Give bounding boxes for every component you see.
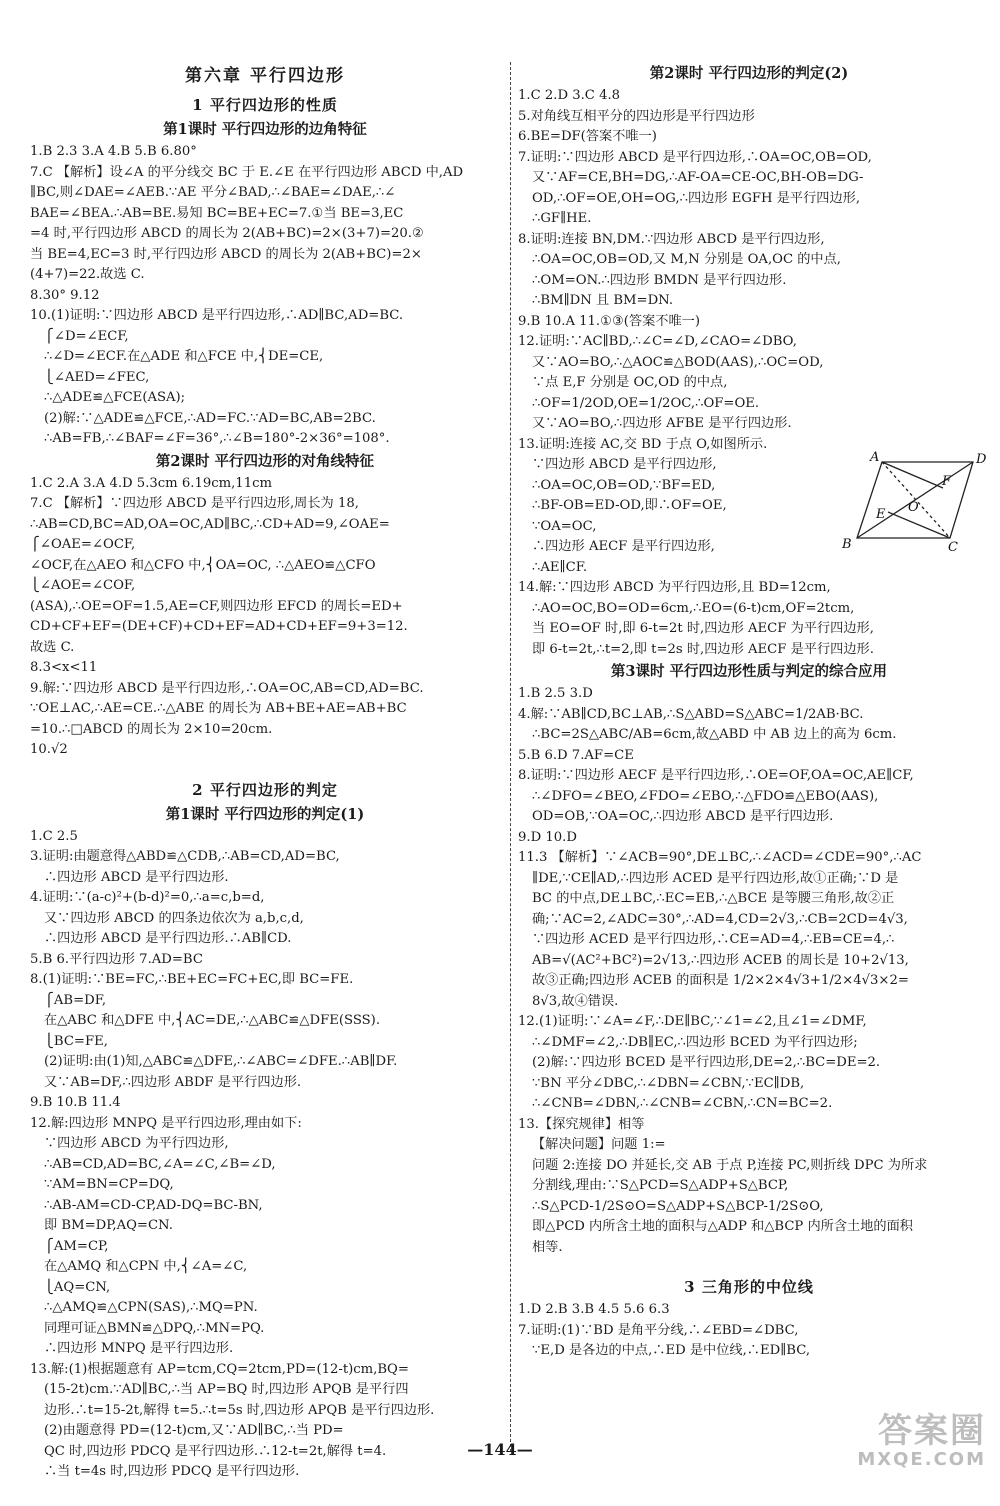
text-line: 9.解:∵四边形 ABCD 是平行四边形,∴OA=OC,AB=CD,AD=BC. [30, 680, 424, 696]
text-line: ∵点 E,F 分别是 OC,OD 的中点, [532, 375, 728, 390]
text-line: 当 EO=OF 时,即 6-t=2t 时,四边形 AECF 为平行四边形, [532, 621, 874, 636]
text-line: ∵OA=OC, [532, 518, 597, 534]
text-line: ∴S△PCD-1/2S⊙O=S△ADP+S△BCP-1/2S⊙O, [532, 1198, 824, 1214]
section-gap [30, 761, 500, 775]
text-line: 13.解:(1)根据题意有 AP=tcm,CQ=2tcm,PD=(12-t)cm,BQ= [30, 1361, 409, 1377]
lesson-title: 第1课时 平行四边形的判定(1) [165, 805, 365, 823]
text-line: ∵E,D 是各边的中点,∴ED 是中位线,∴ED∥BC, [532, 1343, 811, 1358]
text-line: ∴∠D=∠ECF.在△ADE 和△FCE 中,⎨DE=CE, [44, 349, 324, 364]
text-line: 在△AMQ 和△CPN 中,⎨∠A=∠C, [44, 1259, 248, 1274]
text-line: 8.3<x<11 [30, 660, 98, 675]
text-line: 又∵AO=BO,∴四边形 AFBE 是平行四边形. [532, 416, 792, 431]
text-line: 边形.∴t=15-2t,解得 t=5.∴t=5s 时,四边形 APQB 是平行四边形. [44, 1402, 435, 1418]
text-line: (4+7)=22.故选 C. [30, 267, 145, 282]
section-title: 1 平行四边形的性质 [192, 96, 338, 114]
text-line: ∴AB=CD,BC=AD,OA=OC,AD∥BC,∴CD+AD=9,∠OAE= [30, 516, 390, 532]
text-line: 7.证明:(1)∵BD 是角平分线,∴∠EBD=∠DBC, [518, 1322, 799, 1338]
text-line: 12.解:四边形 MNPQ 是平行四边形,理由如下: [30, 1115, 302, 1131]
text-line: 确;∵AC=2,∠ADC=30°,∴AD=4,CD=2√3,∴CB=2CD=4√3, [532, 911, 908, 927]
text-line: 3.证明:由题意得△ABD≌△CDB,∴AB=CD,AD=BC, [30, 849, 340, 864]
text-line: (2)由题意得 PD=(12-t)cm,又∵AD∥BC,∴当 PD= [44, 1423, 344, 1438]
fig-label-E: E [876, 507, 886, 522]
left-column [30, 62, 500, 1483]
text-line: (2)证明:由(1)知,△ABC≌△DFE,∴∠ABC=∠DFE.∴AB∥DF. [44, 1054, 398, 1069]
section-gap [518, 1258, 980, 1272]
text-line: OD,∴OF=OE,OH=OG,∴四边形 EGFH 是平行四边形, [532, 190, 861, 206]
text-line: 即 6-t=2t,∴t=2,即 t=2s 时,四边形 AECF 是平行四边形. [532, 641, 874, 657]
text-line: ⎩AQ=CN, [44, 1279, 111, 1295]
text-line: 9.D 10.D [518, 829, 577, 845]
watermark-url: MXQE.COM [857, 1449, 986, 1470]
text-line: ∴BM∥DN 且 BM=DN. [532, 293, 674, 308]
text-line: ∥DE,∵CE∥AD,∴四边形 ACED 是平行四边形,故①正确;∵D 是 [532, 870, 899, 886]
text-line: ∴BC=2S△ABC/AB=6cm,故△ABD 中 AB 边上的高为 6cm. [532, 727, 897, 742]
text-line: QC 时,四边形 PDCQ 是平行四边形.∴12-t=2t,解得 t=4. [44, 1443, 387, 1459]
text-line: ∵OE⊥AC,∴AE=CE.∴△ABE 的周长为 AB+BE+AE=AB+BC [30, 701, 407, 716]
text-line: 8√3,故④错误. [532, 993, 619, 1009]
text-line: 12.证明:∵AC∥BD,∴∠C=∠D,∠CAO=∠DBO, [518, 334, 797, 349]
text-line: 又∵AF=CE,BH=DG,∴AF-OA=CE-OC,BH-OB=DG- [532, 170, 864, 185]
text-line: ∴四边形 ABCD 是平行四边形. [44, 869, 229, 885]
fig-label-O: O [908, 500, 919, 515]
text-line: ⎧∠OAE=∠OCF, [30, 537, 136, 552]
text-line: AB=√(AC²+BC²)=2√13,∴四边形 ACEB 的周长是 10+2√13, [532, 952, 909, 968]
chapter-title: 第六章 平行四边形 [185, 66, 345, 86]
fig-label-D: D [976, 452, 987, 467]
text-line: 7.C 【解析】∵四边形 ABCD 是平行四边形,周长为 18, [30, 496, 359, 511]
text-line: 4.证明:∵(a-c)²+(b-d)²=0,∴a=c,b=d, [30, 890, 265, 905]
text-line: (2)解:∵△ADE≌△FCE,∴AD=FC.∵AD=BC,AB=2BC. [44, 410, 376, 426]
text-line: ∴OA=OC,OB=OD,∵BF=ED, [532, 477, 716, 493]
text-line: ∴∠CNB=∠DBN,∴∠CNB=∠CBN,∴CN=BC=2. [532, 1096, 833, 1111]
text-line: 当 BE=4,EC=3 时,平行四边形 ABCD 的周长为 2(AB+BC)=2× [30, 246, 422, 262]
text-line: 问题 2:连接 DO 并延长,交 AB 于点 P,连接 PC,则折线 DPC 为所求 [532, 1157, 928, 1173]
text-line: ∴△ADE≌△FCE(ASA); [44, 390, 186, 405]
text-line: ⎩∠AED=∠FEC, [44, 369, 150, 385]
lesson-title: 第2课时 平行四边形的判定(2) [649, 65, 849, 82]
text-line: ∴AE∥CF. [532, 559, 588, 575]
text-line: ∴四边形 MNPQ 是平行四边形. [44, 1341, 234, 1356]
text-line: =10.∴□ABCD 的周长为 2×10=20cm. [30, 721, 273, 737]
text-line: 13.【探究规律】相等 [518, 1116, 645, 1132]
text-line: ⎩∠AOE=∠COF, [30, 578, 136, 593]
text-line: ∴∠DFO=∠BEO,∠FDO=∠EBO,∴△FDO≌△EBO(AAS), [532, 788, 879, 804]
text-line: 1.C 2.D 3.C 4.8 [518, 88, 621, 103]
text-line: 10.√2 [30, 742, 68, 757]
text-line: (15-2t)cm.∵AD∥BC,∴当 AP=BQ 时,四边形 APQB 是平行四 [44, 1382, 409, 1397]
lesson-title: 第1课时 平行四边形的边角特征 [163, 121, 367, 138]
parallelogram-figure [836, 450, 996, 552]
text-line: 5.B 6.D 7.AF=CE [518, 747, 634, 763]
text-line: 11.3 【解析】∵∠ACB=90°,DE⊥BC,∴∠ACD=∠CDE=90°,∴AC [518, 850, 922, 865]
text-line: ∴OF=1/2OD,OE=1/2OC,∴OF=OE. [532, 395, 760, 411]
text-line: 1.D 2.B 3.B 4.5 5.6 6.3 [518, 1302, 670, 1317]
section-title: 2 平行四边形的判定 [192, 780, 338, 799]
watermark-title: 答案圈 [878, 1411, 986, 1451]
fig-label-C: C [948, 540, 958, 552]
text-line: ⎧AB=DF, [44, 992, 107, 1008]
text-line: ∴△AMQ≌△CPN(SAS),∴MQ=PN. [44, 1300, 258, 1315]
text-line: 9.B 10.A 11.①③(答案不唯一) [518, 313, 700, 329]
text-line: ∵四边形 ABCD 是平行四边形, [532, 457, 717, 472]
text-line: =4 时,平行四边形 ABCD 的周长为 2(AB+BC)=2×(3+7)=20.② [30, 226, 424, 241]
text-line: 即△PCD 内所含土地的面积与△ADP 和△BCP 内所含土地的面积 [532, 1219, 913, 1234]
text-line: ∴当 t=4s 时,四边形 PDCQ 是平行四边形. [44, 1464, 300, 1479]
text-line: 在△ABC 和△DFE 中,⎨AC=DE,∴△ABC≌△DFE(SSS). [44, 1013, 381, 1028]
text-line: 8.证明:∵四边形 AECF 是平行四边形,∴OE=OF,OA=OC,AE∥CF, [518, 768, 914, 783]
text-line: 8.30° 9.12 [30, 287, 100, 303]
text-line: ∥BC,则∠DAE=∠AEB.∵AE 平分∠BAD,∴∠BAE=∠DAE,∴∠ [30, 185, 396, 200]
text-line: ⎧AM=CP, [44, 1238, 109, 1254]
text-line: 5.B 6.平行四边形 7.AD=BC [30, 951, 203, 967]
column-divider [510, 62, 511, 1452]
text-line: 1.B 2.5 3.D [518, 686, 593, 701]
lesson-title: 第3课时 平行四边形性质与判定的综合应用 [610, 663, 888, 680]
text-line: 4.解:∵AB∥CD,BC⊥AB,∴S△ABD=S△ABC=1/2AB·BC. [518, 706, 864, 722]
text-line: 5.对角线互相平分的四边形是平行四边形 [518, 108, 755, 124]
text-line: 6.BE=DF(答案不唯一) [518, 129, 657, 144]
text-line: ∴BF-OB=ED-OD,即∴OF=OE, [532, 498, 727, 513]
text-line: 1.C 2.5 [30, 828, 78, 844]
text-line: BC 的中点,DE⊥BC,∴EC=EB,∴△BCE 是等腰三角形,故②正 [532, 891, 895, 906]
section-title: 3 三角形的中位线 [684, 1278, 814, 1296]
text-line: (2)解:∵四边形 BCED 是平行四边形,DE=2,∴BC=DE=2. [532, 1055, 881, 1070]
text-line: 8.证明:连接 BN,DM.∵四边形 ABCD 是平行四边形, [518, 231, 825, 247]
text-line: ∴AO=OC,BO=OD=6cm,∴EO=(6-t)cm,OF=2tcm, [532, 600, 855, 616]
text-line: 故③正确;四边形 ACEB 的面积是 1/2×2×4√3+1/2×4√3×2= [532, 973, 909, 988]
text-line: ∵AM=BN=CP=DQ, [44, 1177, 174, 1192]
text-line: 又∵四边形 ABCD 的四条边依次为 a,b,c,d, [44, 910, 304, 926]
text-line: 又∵AB=DF,∴四边形 ABDF 是平行四边形. [44, 1074, 302, 1090]
text-line: 13.证明:连接 AC,交 BD 于点 O,如图所示. [518, 436, 768, 452]
text-line: BAE=∠BEA.∴AB=BE.易知 BC=BE+EC=7.①当 BE=3,EC [30, 205, 404, 221]
text-line: ⎧∠D=∠ECF, [44, 328, 129, 344]
text-line: 同理可证△BMN≌△DPQ,∴MN=PQ. [44, 1320, 265, 1336]
text-line: 10.(1)证明:∵四边形 ABCD 是平行四边形,∴AD∥BC,AD=BC. [30, 308, 404, 323]
right-column [518, 62, 980, 1362]
fig-label-B: B [842, 537, 852, 552]
lesson-title: 第2课时 平行四边形的对角线特征 [155, 452, 375, 470]
text-line: ∴四边形 AECF 是平行四边形, [532, 539, 715, 554]
text-line: ∵四边形 ACED 是平行四边形,∴CE=AD=4,∴EB=CE=4,∴ [532, 932, 895, 947]
text-line: (ASA),∴OE=OF=1.5,AE=CF,则四边形 EFCD 的周长=ED+ [30, 598, 403, 614]
text-line: 12.(1)证明:∵∠A=∠F,∴DE∥BC,∵∠1=∠2,且∠1=∠DMF, [518, 1014, 867, 1029]
text-line: 9.B 10.B 11.4 [30, 1095, 121, 1110]
text-line: ∴∠DMF=∠2,∴DB∥EC,∴四边形 BCED 为平行四边形; [532, 1034, 858, 1050]
text-line: 14.解:∵四边形 ABCD 为平行四边形,且 BD=12cm, [518, 580, 831, 595]
text-line: ∴OM=ON.∴四边形 BMDN 是平行四边形. [532, 272, 787, 288]
text-line: ∴AB=CD,AD=BC,∠A=∠C,∠B=∠D, [44, 1156, 276, 1172]
text-line: ∴四边形 ABCD 是平行四边形.∴AB∥CD. [44, 931, 292, 946]
text-line: 即 BM=DP,AQ=CN. [44, 1218, 173, 1233]
text-line: ∵四边形 ABCD 为平行四边形, [44, 1136, 229, 1151]
text-line: ∴OA=OC,OB=OD,又 M,N 分别是 OA,OC 的中点, [532, 252, 841, 267]
text-line: ∴AB-AM=CD-CP,AD-DQ=BC-BN, [44, 1197, 263, 1213]
text-line: ∴AB=FB,∴∠BAF=∠F=36°,∴∠B=180°-2×36°=108°. [44, 431, 390, 446]
text-line: 又∵AO=BO,∴△AOC≌△BOD(AAS),∴OC=OD, [532, 354, 824, 370]
text-line: CD+CF+EF=(DE+CF)+CD+EF=AD+CD+EF=9+3=12. [30, 619, 408, 634]
fig-label-F: F [942, 474, 952, 489]
text-line: 【解决问题】问题 1:= [532, 1137, 666, 1152]
text-line: 1.C 2.A 3.A 4.D 5.3cm 6.19cm,11cm [30, 475, 272, 491]
text-line: ∠OCF,在△AEO 和△CFO 中,⎨OA=OC, ∴△AEO≌△CFO [30, 557, 376, 573]
text-line: 相等. [532, 1239, 563, 1255]
text-line: 7.证明:∵四边形 ABCD 是平行四边形,∴OA=OC,OB=OD, [518, 149, 872, 165]
fig-label-A: A [870, 450, 880, 465]
text-line: 1.B 2.3 3.A 4.B 5.B 6.80° [30, 144, 197, 159]
text-line: 故选 C. [30, 639, 75, 655]
text-line: 分割线,理由:∵S△PCD=S△ADP+S△BCP, [532, 1178, 789, 1193]
text-line: ∴GF∥HE. [532, 211, 592, 226]
text-line: OD=OB,∵OA=OC,∴四边形 ABCD 是平行四边形. [532, 809, 834, 824]
text-line: ⎩BC=FE, [44, 1033, 108, 1049]
text-line: 7.C 【解析】设∠A 的平分线交 BC 于 E.∠E 在平行四边形 ABCD 中,AD [30, 164, 464, 180]
watermark-logo [826, 1412, 986, 1472]
text-line: ∵BN 平分∠DBC,∴∠DBN=∠CBN,∵EC∥DB, [532, 1075, 805, 1091]
page-number: —144— [467, 1440, 533, 1459]
text-line: 8.(1)证明:∵BE=FC,∴BE+EC=FC+EC,即 BC=FE. [30, 972, 354, 987]
